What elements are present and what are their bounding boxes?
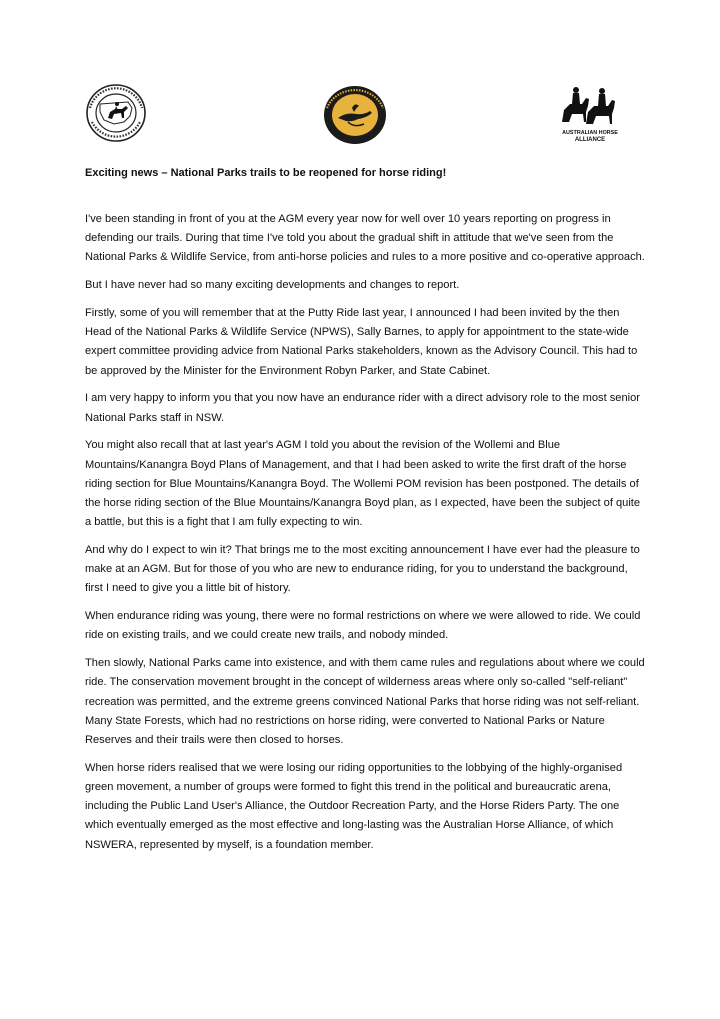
australian-horse-alliance-logo [556, 82, 624, 146]
paragraph: But I have never had so many exciting developments and changes to report. [85, 279, 460, 292]
document-heading: Exciting news – National Parks trails to be reopened for horse riding! [85, 167, 447, 179]
paragraph: I've been standing in front of you at the AGM every year now for well over 10 years reporting on progress in defending our trails. During that time I've told you about the gradual shift in attitude that we've seen from the National Parks & Wildlife Service, from anti-horse policies and rules to a more positive and co-operative approach. [85, 213, 645, 264]
aha-logo-line2: ALLIANCE [574, 137, 606, 143]
aha-logo-line1: AUSTRALIAN HORSE [562, 130, 618, 136]
document-body [85, 210, 645, 863]
paragraph: Then slowly, National Parks came into existence, and with them came rules and regulations about where we could ride. The conservation movement brought in the concept of wilderness areas where only so-called "self-reliant" recreation was permitted, and the extreme greens convinced National Parks that horse riding was not self-reliant. Many State Forests, which had no restrictions on horse riding, were converted to National Parks or Nature Reserves and their trails were then closed to horses. [85, 657, 645, 747]
paragraph: You might also recall that at last year's AGM I told you about the revision of the Wollemi and Blue Mountains/Kanangra Boyd Plans of Management, and that I had been asked to write the first draft of the horse riding section for Blue Mountains/Kanangra Boyd. The Wollemi POM revision has been postponed. The details of the horse riding section of the Blue Mountains/Kanangra Boyd plan, as I expected, have been the subject of quite a battle, but this is a fight that I am fully expecting to win. [85, 439, 641, 529]
paragraph: I am very happy to inform you that you now have an endurance rider with a direct advisory role to the most senior National Parks staff in NSW. [85, 392, 640, 424]
paragraph: When endurance riding was young, there were no formal restrictions on where we were allowed to ride. We could ride on existing trails, and we could create new trails, and nobody minded. [85, 610, 641, 642]
endurance-riders-logo [84, 82, 148, 144]
paragraph: Firstly, some of you will remember that at the Putty Ride last year, I announced I had been invited by the then Head of the National Parks & Wildlife Service (NPWS), Sally Barnes, to apply for appointment to the state-wide expert committee providing advice from National Parks stakeholders, known as the Advisory Council. This had to be approved by the Minister for the Environment Robyn Parker, and State Cabinet. [85, 307, 638, 377]
npws-logo [322, 84, 388, 146]
paragraph: And why do I expect to win it? That brings me to the most exciting announcement I have ever had the pleasure to make at an AGM. But for those of you who are new to endurance riding, for you to understand the background, first I need to give you a little bit of history. [85, 544, 640, 595]
paragraph: When horse riders realised that we were losing our riding opportunities to the lobbying of the highly-organised green movement, a number of groups were formed to fight this trend in the political and bureaucratic arena, including the Public Land User's Alliance, the Outdoor Recreation Party, and the Horse Riders Party. The one which eventually emerged as the most effective and long-lasting was the Australian Horse Alliance, of which NSWERA, represented by myself, is a foundation member. [85, 761, 623, 851]
